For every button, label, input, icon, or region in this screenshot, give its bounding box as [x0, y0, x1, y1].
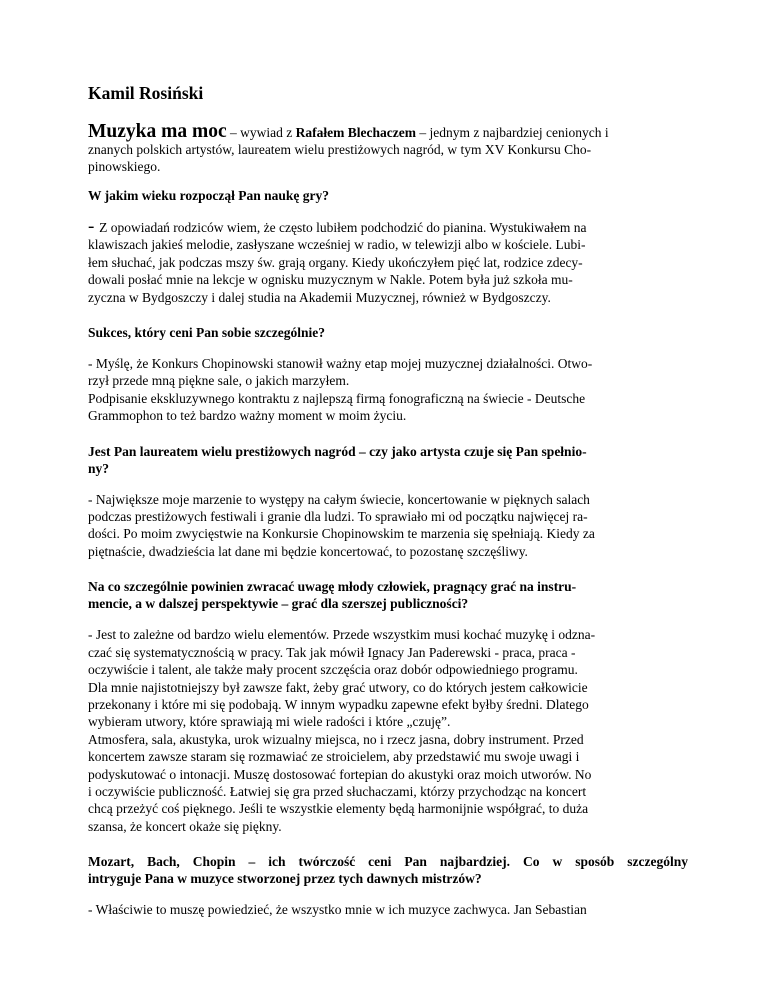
- author-name: Kamil Rosiński: [88, 83, 204, 103]
- answer-line: szansa, że koncert okaże się piękny.: [88, 818, 282, 834]
- question-line: mencie, a w dalszej perspektywie – grać dla szerszej publiczności?: [88, 596, 469, 612]
- answer-dash: -: [88, 216, 100, 237]
- lead-line: pinowskiego.: [88, 159, 161, 174]
- answer-line: chcą przeżyć coś pięknego. Jeśli te wszystkie elementy będą harmonijnie współgrać, to duża: [88, 801, 589, 817]
- answer-line: Atmosfera, sala, akustyka, urok wizualny miejsca, no i rzecz jasna, dobry instrument. Przed: [88, 731, 584, 747]
- question-2: [88, 324, 688, 341]
- document-page: [88, 82, 688, 937]
- question-line: ny?: [88, 460, 110, 476]
- answer-3: [88, 491, 688, 561]
- answer-line: podczas prestiżowych festiwali i granie dla ludzi. To sprawiało mi od początku najwięcej ra-: [88, 509, 588, 525]
- article-title: Muzyka ma moc: [88, 121, 227, 142]
- answer-line: Dla mnie najistotniejszy był zawsze fakt, żeby grać utwory, co do których jestem całkowicie: [88, 679, 588, 695]
- answer-line: - Największe moje marzenie to występy na całym świecie, koncertowanie w pięknych salach: [88, 491, 590, 507]
- answer-line: klawiszach jakieś melodie, zasłyszane wcześniej w radio, w telewizji albo w kościele. Lubi-: [88, 237, 586, 253]
- answer-5: [88, 901, 688, 918]
- lead-text-2: – jednym z najbardziej cenionych i: [415, 125, 609, 140]
- question-line: Sukces, który ceni Pan sobie szczególnie?: [88, 325, 325, 341]
- lead-text-1: – wywiad z: [226, 125, 296, 140]
- answer-line: czać się systematycznością w pracy. Tak jak mówił Ignacy Jan Paderewski - praca, praca -: [88, 644, 576, 660]
- answer-line: Z opowiadań rodziców wiem, że często lubiłem podchodzić do pianina. Wystukiwałem na: [99, 220, 587, 235]
- answer-4: [88, 626, 688, 835]
- answer-line: i oczywiście publiczność. Łatwiej się gra przed słuchaczami, którzy przychodząc na koncert: [88, 783, 587, 799]
- question-5: [88, 853, 688, 887]
- answer-2: [88, 355, 688, 425]
- answer-line: dości. Po moim zwycięstwie na Konkursie Chopinowskim te marzenia się spełniają. Kiedy za: [88, 526, 595, 542]
- answer-line: Grammophon to też bardzo ważny moment w moim życiu.: [88, 408, 407, 424]
- answer-line: podyskutować o intonacji. Muszę dostosować fortepian do akustyki oraz moich utworów. No: [88, 766, 592, 782]
- answer-line: zyczna w Bydgoszczy i dalej studia na Akademii Muzycznej, również w Bydgoszczy.: [88, 289, 551, 305]
- question-line: Na co szczególnie powinien zwracać uwagę młody człowiek, pragnący grać na instru-: [88, 579, 577, 595]
- answer-line: piętnaście, dwadzieścia lat dane mi będzie koncertować, to pozostanę szczęśliwy.: [88, 543, 528, 559]
- answer-line: koncertem zawsze staram się rozmawiać ze stroicielem, aby przedstawić mu swoje uwagi i: [88, 749, 580, 765]
- answer-line: łem słuchać, jak podczas mszy św. grają organy. Kiedy ukończyłem pięć lat, rodzice zdecy-: [88, 254, 583, 270]
- article-lead: [88, 123, 688, 175]
- answer-line: - Myślę, że Konkurs Chopinowski stanowił ważny etap mojej muzycznej działalności. Otwo-: [88, 356, 593, 372]
- question-1: [88, 187, 688, 204]
- question-line: Jest Pan laureatem wielu prestiżowych nagród – czy jako artysta czuje się Pan spełnio-: [88, 443, 587, 459]
- answer-line: - Właściwie to muszę powiedzieć, że wszystko mnie w ich muzyce zachwyca. Jan Sebastian: [88, 902, 587, 918]
- answer-line: rzył przede mną piękne sale, o jakich marzyłem.: [88, 373, 350, 389]
- answer-line: przekonany i które mi się podobają. W innym wypadku zapewne efekt byłby średni. Dlatego: [88, 696, 589, 712]
- answer-line: dowali posłać mnie na lekcje w ognisku muzycznym w Nakle. Potem była już szkoła mu-: [88, 272, 573, 288]
- interviewee-name: Rafałem Blechaczem: [295, 125, 416, 140]
- question-line: Mozart, Bach, Chopin – ich twórczość ceni Pan najbardziej. Co w sposób szczególny: [88, 854, 688, 870]
- lead-line: znanych polskich artystów, laureatem wielu prestiżowych nagród, w tym XV Konkursu Cho-: [88, 142, 592, 157]
- question-4: [88, 578, 688, 612]
- answer-line: wybieram utwory, które sprawiają mi wiele radości i które „czuję”.: [88, 714, 451, 730]
- question-line: W jakim wieku rozpoczął Pan naukę gry?: [88, 188, 330, 203]
- question-3: [88, 443, 688, 477]
- answer-line: - Jest to zależne od bardzo wielu elementów. Przede wszystkim musi kochać muzykę i odzna-: [88, 627, 596, 643]
- question-line: intryguje Pana w muzyce stworzonej przez tych dawnych mistrzów?: [88, 871, 482, 887]
- answer-line: oczywiście i talent, ale także mały procent szczęścia oraz dobór odpowiedniego programu.: [88, 662, 578, 678]
- answer-1: [88, 218, 688, 306]
- answer-line: Podpisanie ekskluzywnego kontraktu z najlepszą firmą fonograficzną na świecie - Deutsche: [88, 390, 586, 406]
